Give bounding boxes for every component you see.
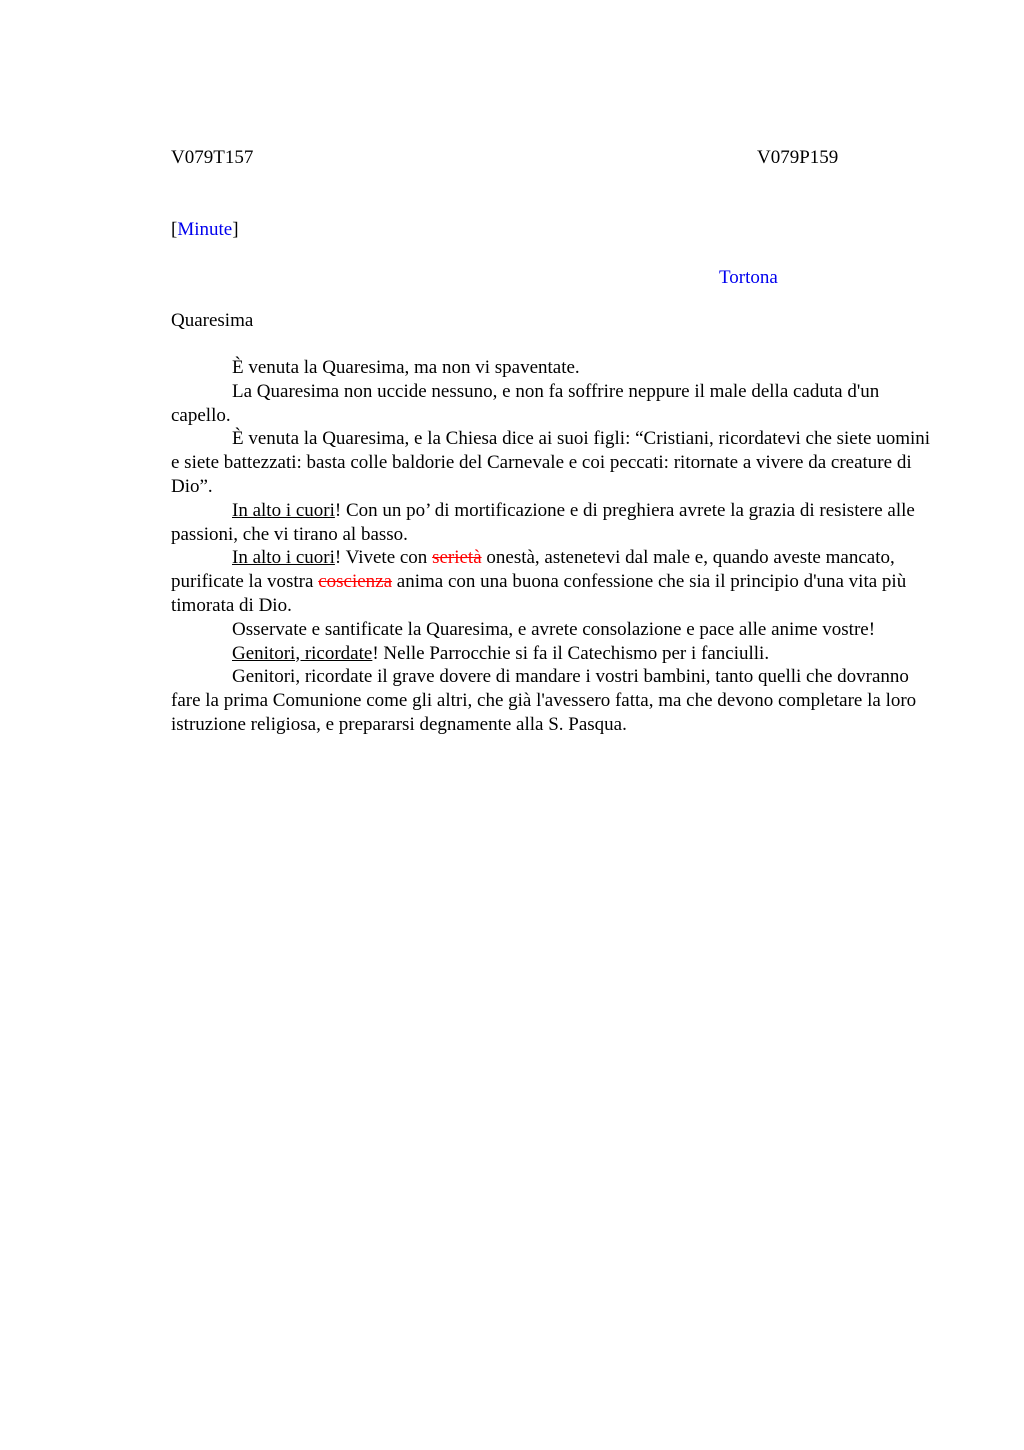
paragraph-text: anima con una buona confessione che sia il principio d'una vita più timorata di Dio. <box>171 571 907 616</box>
paragraph-text: ! Nelle Parrocchie si fa il Catechismo per i fanciulli. <box>372 642 770 664</box>
minute-label <box>171 218 239 242</box>
underlined-phrase: In alto i cuori <box>232 547 335 569</box>
paragraph-3: È venuta la Quaresima, e la Chiesa dice ai suoi figli: “Cristiani, ricordatevi che siete uomini e siete battezzati: basta colle baldorie del Carnevale e coi peccati: ritornate a vivere da creature di Dio”. <box>171 428 931 497</box>
paragraph-text: ! Vivete con <box>334 547 433 569</box>
minute-link[interactable]: Minute <box>177 219 233 240</box>
document-title: Quaresima <box>171 310 254 331</box>
document-code-right: V079P159 <box>757 147 839 168</box>
letter-body <box>171 356 931 737</box>
bracket-open: [ <box>171 219 178 240</box>
underlined-phrase: In alto i cuori <box>232 499 335 521</box>
paragraph-7 <box>171 642 931 666</box>
underlined-phrase: Genitori, ricordate <box>232 642 373 664</box>
paragraph-4 <box>171 499 931 547</box>
place-link[interactable]: Tortona <box>719 267 778 288</box>
paragraph-text: onestà, astenetevi dal male e, quando aveste mancato, purificate la vostra <box>171 547 895 593</box>
paragraph-8: Genitori, ricordate il grave dovere di mandare i vostri bambini, tanto quelli che dovranno fare la prima Comunione come gli altri, che già l'avessero fatta, ma che devono completare la loro istruzione religiosa, e prepararsi degnamente alla S. Pasqua. <box>171 666 917 735</box>
paragraph-6: Osservate e santificate la Quaresima, e avrete consolazione e pace alle anime vostre! <box>232 618 876 640</box>
deleted-word: coscienza <box>318 571 393 593</box>
paragraph-1: È venuta la Quaresima, ma non vi spaventate. <box>232 357 580 378</box>
deleted-word: serietà <box>432 547 482 569</box>
document-code-left: V079T157 <box>171 147 254 168</box>
paragraph-5 <box>171 546 931 617</box>
bracket-close: ] <box>232 219 239 240</box>
paragraph-text: ! Con un po’ di mortificazione e di preghiera avrete la grazia di resistere alle passioni, che vi tirano al basso. <box>171 499 915 545</box>
paragraph-2: La Quaresima non uccide nessuno, e non fa soffrire neppure il male della caduta d'un capello. <box>171 380 880 426</box>
